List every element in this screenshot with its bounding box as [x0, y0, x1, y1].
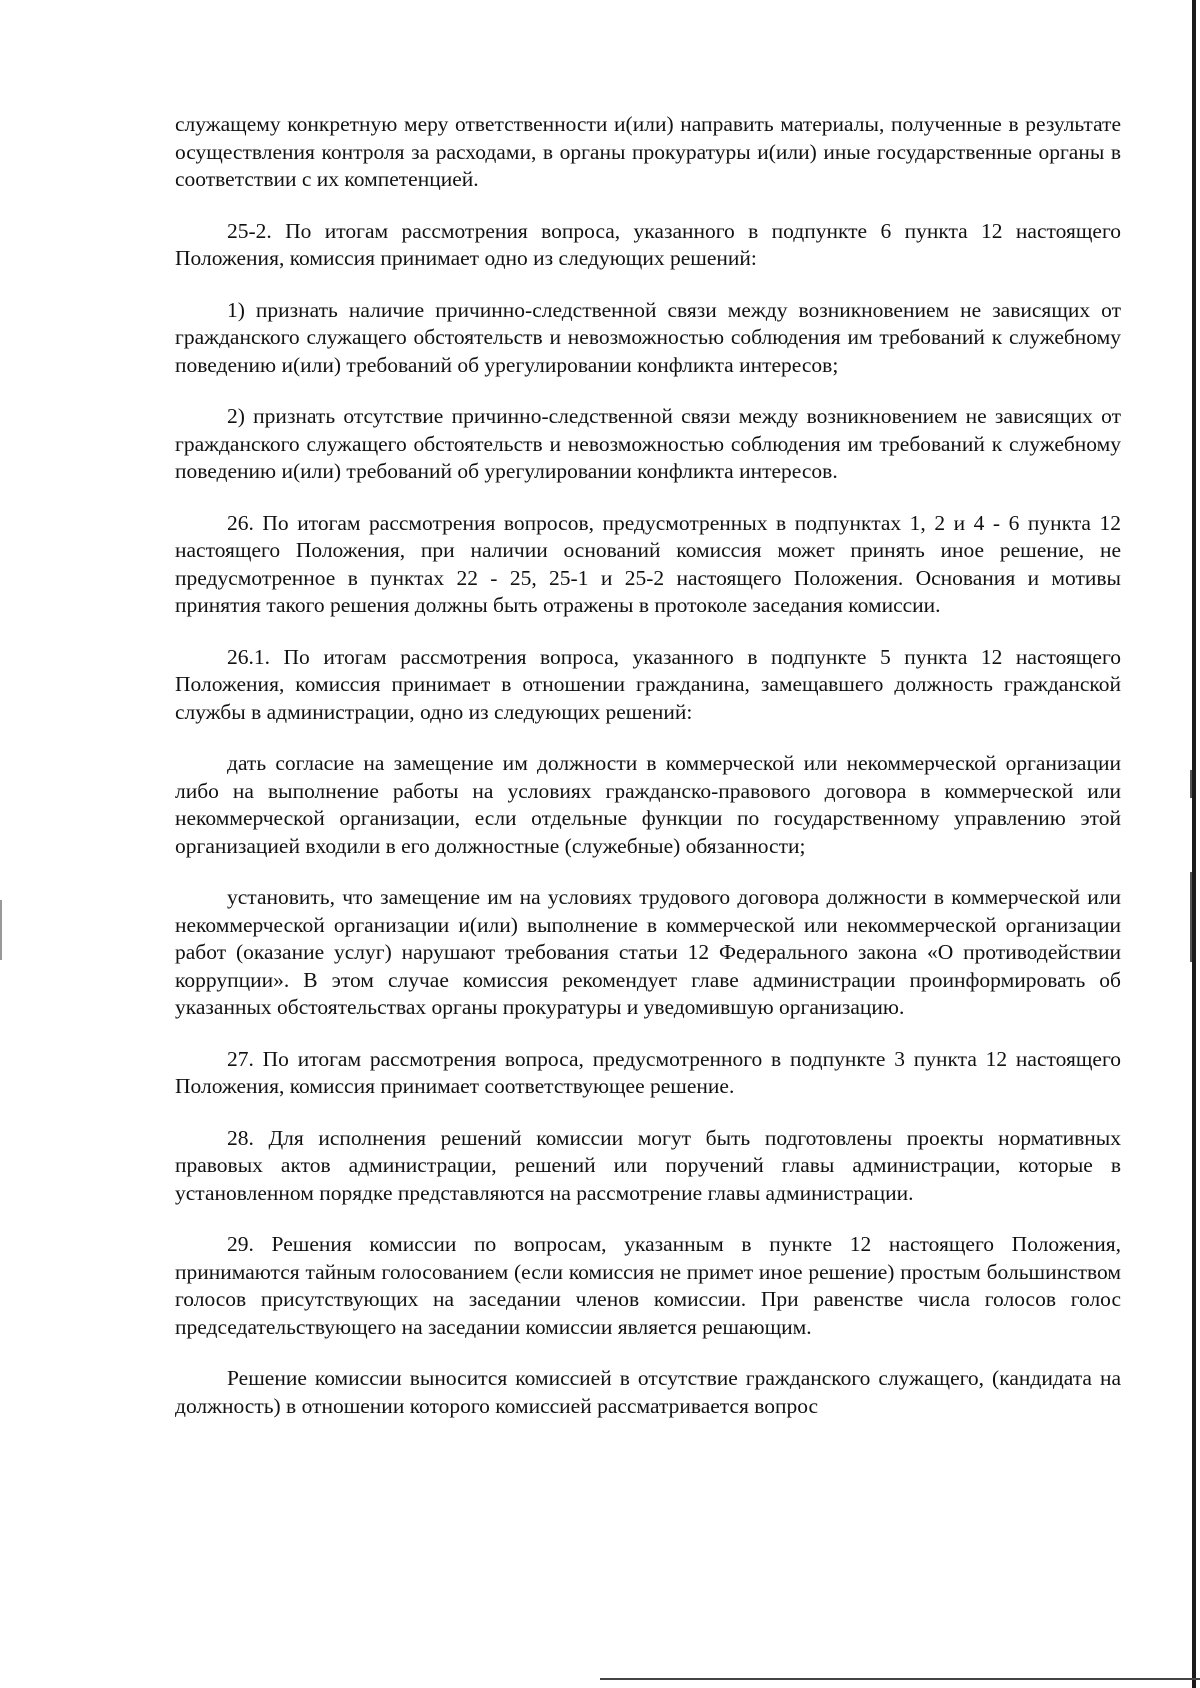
- paragraph: установить, что замещение им на условиях трудового договора должности в коммерческой или некоммерческой организации и(или) выполнение в коммерческой или некоммерческой организации работ (оказание услуг) нарушают требования статьи 12 Федерального закона «О противодействии коррупции». В этом случае комиссия рекомендует главе администрации проинформировать об указанных обстоятельствах органы прокуратуры и уведомившую организацию.: [175, 885, 1121, 1019]
- scan-left-mark: [0, 900, 2, 960]
- paragraph: 26. По итогам рассмотрения вопросов, предусмотренных в подпунктах 1, 2 и 4 - 6 пункта 12 настоящего Положения, при наличии оснований комиссия может принять иное решение, не предусмотренное в пунктах 22 - 25, 25-1 и 25-2 настоящего Положения. Основания и мотивы принятия такого решения должны быть отражены в протоколе заседания комиссии.: [175, 510, 1121, 617]
- paragraph: служащему конкретную меру ответственности и(или) направить материалы, полученные в результате осуществления контроля за расходами, в органы прокуратуры и(или) иные государственные органы в соответствии с их компетенцией.: [175, 112, 1121, 191]
- paragraph: 28. Для исполнения решений комиссии могут быть подготовлены проекты нормативных правовых актов администрации, решений или поручений главы администрации, которые в установленном порядке представляются на рассмотрение главы администрации.: [175, 1125, 1121, 1205]
- paragraph: 1) признать наличие причинно-следственной связи между возникновением не зависящих от гражданского служащего обстоятельств и невозможностью соблюдения им требований к служебному поведению и(или) требований об урегулировании конфликта интересов;: [175, 297, 1121, 377]
- scan-margin-mark: [1190, 770, 1192, 798]
- paragraph: 27. По итогам рассмотрения вопроса, предусмотренного в подпункте 3 пункта 12 настоящего Положения, комиссия принимает соответствующее решение.: [175, 1046, 1121, 1098]
- document-body: [175, 111, 1121, 1444]
- scan-bottom-edge: [600, 1678, 1200, 1680]
- scan-margin-mark: [1190, 872, 1192, 962]
- paragraph: 26.1. По итогам рассмотрения вопроса, указанного в подпункте 5 пункта 12 настоящего Положения, комиссия принимает в отношении гражданина, замещавшего должность гражданской службы в администрации, одно из следующих решений:: [175, 644, 1121, 724]
- paragraph: дать согласие на замещение им должности в коммерческой или некоммерческой организации либо на выполнение работы на условиях гражданско-правового договора в коммерческой или некоммерческой организации, если отдельные функции по государственному управлению этой организацией входили в его должностные (служебные) обязанности;: [175, 751, 1121, 858]
- paragraph: 29. Решения комиссии по вопросам, указанным в пункте 12 настоящего Положения, принимаются тайным голосованием (если комиссия не примет иное решение) простым большинством голосов присутствующих на заседании членов комиссии. При равенстве числа голосов голос председательствующего на заседании комиссии является решающим.: [175, 1232, 1121, 1339]
- paragraph: 2) признать отсутствие причинно-следственной связи между возникновением не зависящих от гражданского служащего обстоятельств и невозможностью соблюдения им требований к служебному поведению и(или) требований об урегулировании конфликта интересов.: [175, 404, 1121, 483]
- paragraph: Решение комиссии выносится комиссией в отсутствие гражданского служащего, (кандидата на должность) в отношении которого комиссией рассматривается вопрос: [175, 1366, 1121, 1418]
- paragraph: 25-2. По итогам рассмотрения вопроса, указанного в подпункте 6 пункта 12 настоящего Положения, комиссия принимает одно из следующих решений:: [175, 218, 1121, 270]
- scan-right-edge: [1192, 0, 1196, 1688]
